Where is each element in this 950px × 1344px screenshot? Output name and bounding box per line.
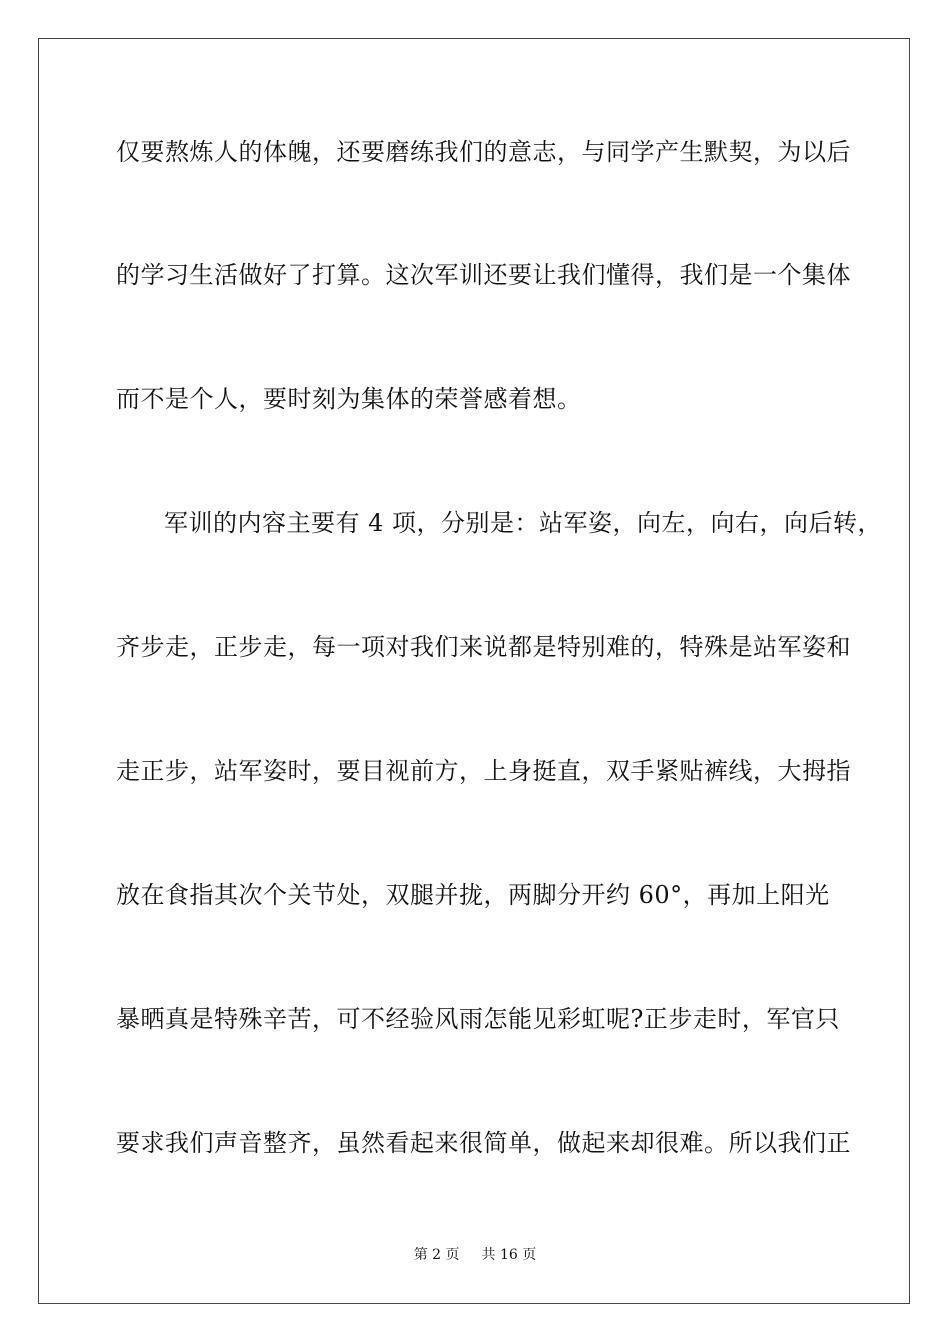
text-line-7: 放在食指其次个关节处，双腿并拢，两脚分开约 60°，再加上阳光 bbox=[116, 881, 830, 909]
text-line-1: 仅要熬炼人的体魄，还要磨练我们的意志，与同学产生默契，为以后 bbox=[116, 138, 851, 166]
page-footer bbox=[0, 1246, 950, 1264]
text-line-6: 走正步，站军姿时，要目视前方，上身挺直，双手紧贴裤线，大拇指 bbox=[116, 757, 851, 785]
text-line-5: 齐步走，正步走，每一项对我们来说都是特别难的，特殊是站军姿和 bbox=[116, 633, 851, 661]
page-frame bbox=[38, 38, 910, 1304]
text-line-3: 而不是个人，要时刻为集体的荣誉感着想。 bbox=[116, 385, 582, 413]
page-number: 第 2 页 bbox=[413, 1247, 460, 1263]
total-pages: 共 16 页 bbox=[481, 1247, 537, 1263]
text-line-2: 的学习生活做好了打算。这次军训还要让我们懂得，我们是一个集体 bbox=[116, 261, 851, 289]
paragraph-start-line: 军训的内容主要有 4 项，分别是：站军姿，向左，向右，向后转， bbox=[164, 509, 883, 537]
text-line-8: 暴晒真是特殊辛苦，可不经验风雨怎能见彩虹呢?正步走时，军官只 bbox=[116, 1005, 840, 1033]
text-line-9: 要求我们声音整齐，虽然看起来很简单，做起来却很难。所以我们正 bbox=[116, 1129, 851, 1157]
